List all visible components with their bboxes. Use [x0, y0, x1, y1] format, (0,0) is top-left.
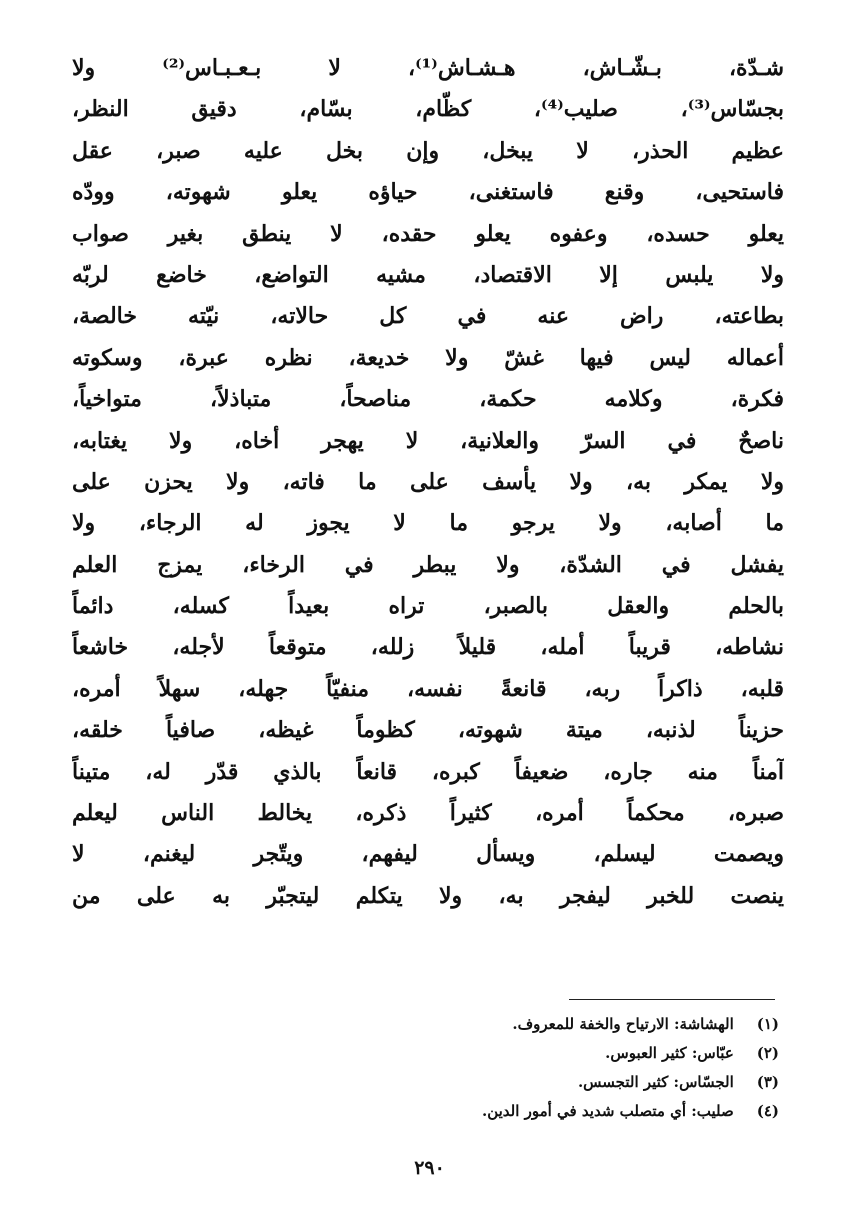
footnote-4 [359, 1097, 779, 1126]
footnote-number: (١) [756, 1015, 779, 1033]
body-line: بطاعته، راض عنه في كل حالاته، نيّته خالصة، [72, 303, 784, 330]
body-line: يعلو حسده، وعفوه يعلو حقده، لا ينطق بغير صواب [72, 220, 784, 247]
footnote-text: الجسّاس: كثير التجسس. [577, 1073, 734, 1091]
body-text [72, 48, 784, 917]
body-line: بالحلم والعقل بالصبر، تراه بعيداً كسله، دائماً [72, 593, 784, 620]
body-line: ناصحٌ في السرّ والعلانية، لا يهجر أخاه، ولا يغتابه، [72, 427, 784, 454]
footnote-text: صليب: أي متصلب شديد في أمور الدين. [481, 1102, 734, 1120]
footnotes [359, 1010, 779, 1126]
body-line: حزيناً لذنبه، ميتة شهوته، كظوماً غيظه، صافياً خلقه، [72, 717, 784, 744]
body-line: فاستحيى، وقنع فاستغنى، حياؤه يعلو شهوته، وودّه [72, 179, 784, 206]
body-line: شـدّة، بـشّـاش، هـشـاش⁽¹⁾، لا بـعـبـاس⁽²⁾ ولا [72, 55, 784, 81]
footnote-text: عبّاس: كثير العبوس. [605, 1044, 734, 1062]
body-line: ينصت للخبر ليفجر به، ولا يتكلم ليتجبّر به على من [72, 882, 784, 909]
body-line: يفشل في الشدّة، ولا يبطر في الرخاء، يمزج العلم [72, 551, 784, 578]
body-line: نشاطه، قريباً أمله، قليلاً زلله، متوقعاً لأجله، خاشعاً [72, 634, 784, 661]
body-line: ما أصابه، ولا يرجو ما لا يجوز له الرجاء، ولا [72, 510, 784, 537]
footnote-number: (٢) [756, 1044, 779, 1062]
body-line: ولا يلبس إلا الاقتصاد، مشيه التواضع، خاضع لربّه [72, 261, 784, 288]
body-line: بجسّاس⁽³⁾، صليب⁽⁴⁾، كظّام، بسّام، دقيق النظر، [72, 96, 784, 123]
body-line: ولا يمكر به، ولا يأسف على ما فاته، ولا يحزن على [72, 468, 784, 495]
body-line: أعماله ليس فيها غشّ ولا خديعة، نظره عبرة، وسكوته [72, 344, 784, 371]
footnote-text: الهشاشة: الارتياح والخفة للمعروف. [512, 1015, 734, 1033]
body-line: ويصمت ليسلم، ويسأل ليفهم، ويتّجر ليغنم، لا [72, 841, 784, 868]
footnote-number: (٤) [756, 1102, 779, 1120]
footnote-number: (٣) [756, 1073, 779, 1091]
body-line: آمناً منه جاره، ضعيفاً كبره، قانعاً بالذي قدّر له، متيناً [72, 758, 784, 785]
page-number: ٢٩٠ [414, 1157, 445, 1179]
body-line: صبره، محكماً أمره، كثيراً ذكره، يخالط الناس ليعلم [72, 800, 784, 827]
footnote-2 [359, 1039, 779, 1068]
body-line: فكرة، وكلامه حكمة، مناصحاً، متباذلاً، متواخياً، [72, 386, 784, 413]
body-line: عظيم الحذر، لا يبخل، وإن بخل عليه صبر، عقل [72, 137, 784, 164]
footnote-separator [569, 999, 775, 1000]
footnote-3 [359, 1068, 779, 1097]
body-line: قلبه، ذاكراً ربه، قانعةً نفسه، منفيّاً جهله، سهلاً أمره، [72, 675, 784, 702]
footnote-1 [359, 1010, 779, 1039]
